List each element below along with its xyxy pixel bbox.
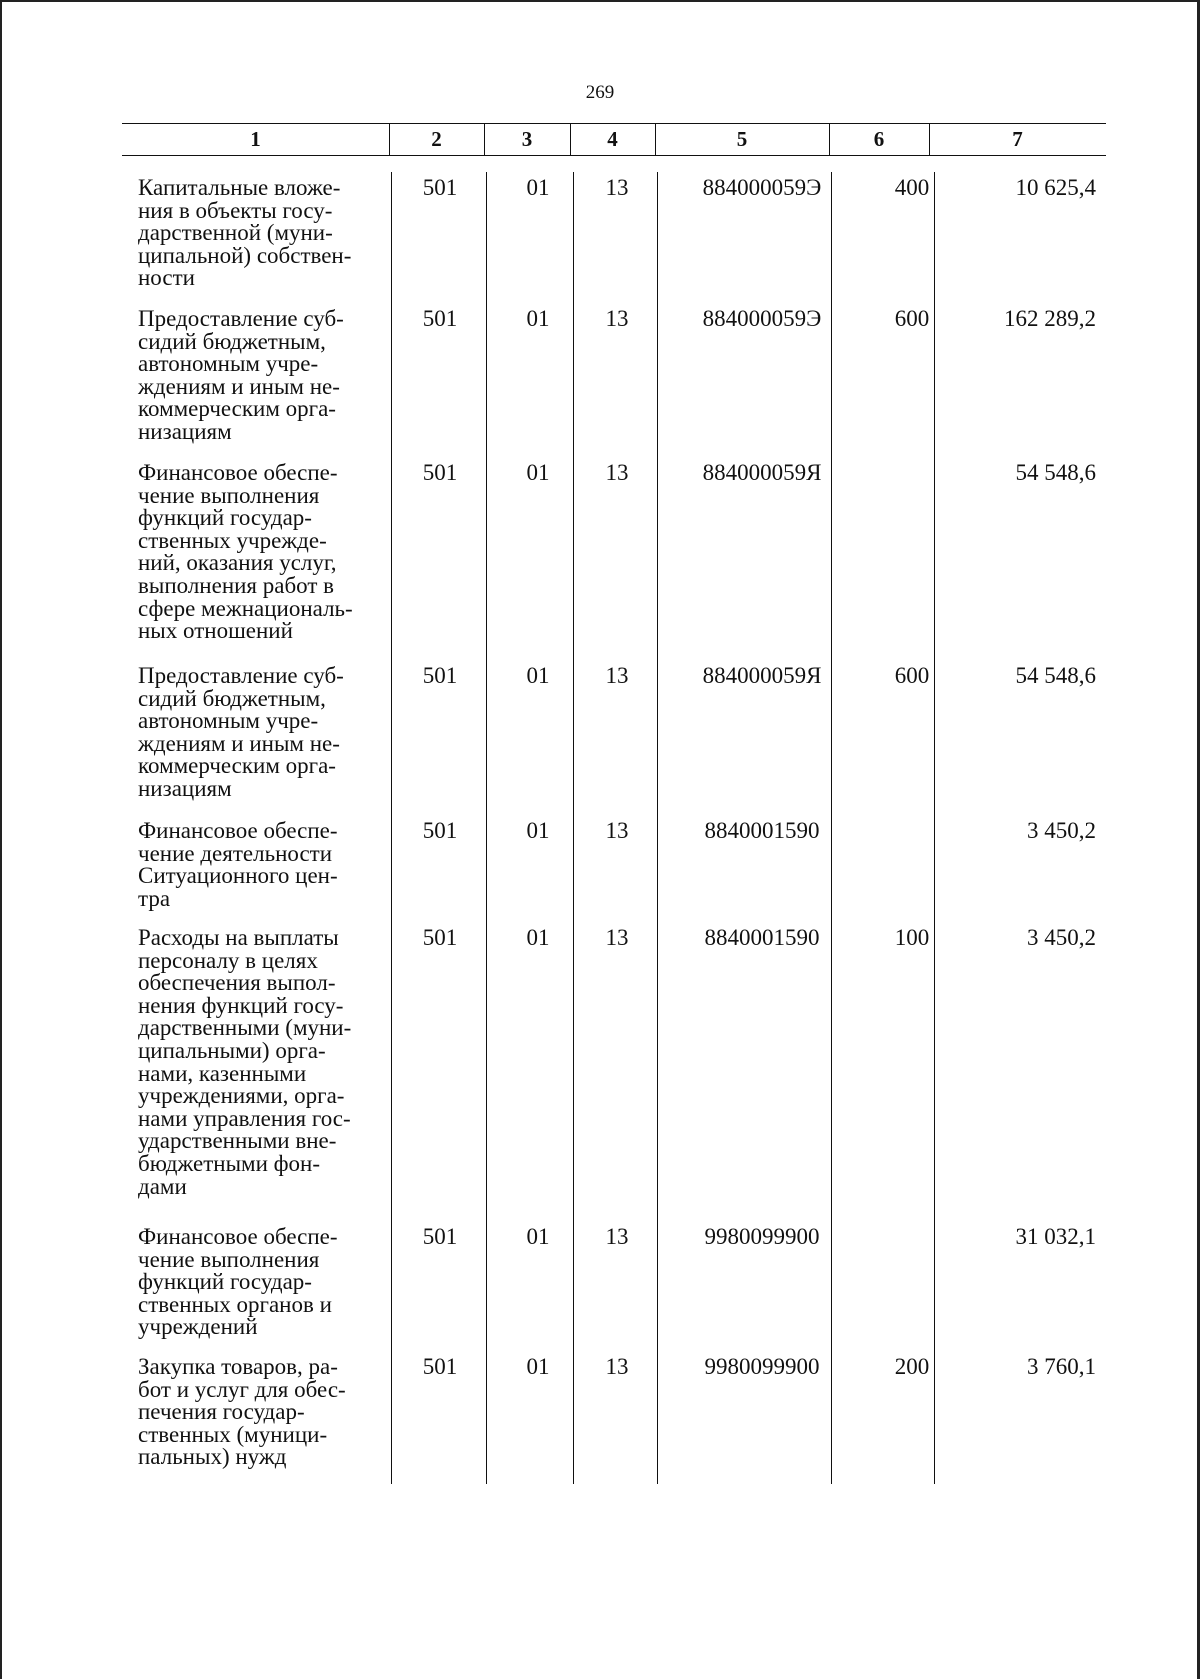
- cell-col2: 501: [422, 663, 458, 688]
- cell-col4: 13: [605, 306, 629, 331]
- cell-col4: 13: [605, 663, 629, 688]
- cell-col3: 01: [526, 663, 550, 688]
- cell-col7: 162 289,2: [1004, 306, 1096, 331]
- cell-col5: 8840001590: [704, 925, 820, 950]
- row-description: Предоставление суб- сидий бюджетным, автономным учре- ждениям и иным не- коммерческим орга- низациям: [138, 306, 344, 444]
- cell-col7: 3 450,2: [1027, 925, 1096, 950]
- cell-col3: 01: [526, 925, 550, 950]
- cell-col3: 01: [526, 306, 550, 331]
- cell-col6: 400: [894, 175, 930, 200]
- cell-col4: 13: [605, 460, 629, 485]
- cell-col4: 13: [605, 1354, 629, 1379]
- column-header-5: 5: [736, 127, 748, 151]
- cell-col4: 13: [605, 175, 629, 200]
- cell-col6: 200: [894, 1354, 930, 1379]
- column-header-3: 3: [521, 127, 533, 151]
- cell-col6: 100: [894, 925, 930, 950]
- row-description: Закупка товаров, ра- бот и услуг для обес- печения государ- ственных (муници- пальных) нужд: [138, 1354, 346, 1470]
- cell-col3: 01: [526, 818, 550, 843]
- row-description: Расходы на выплаты персоналу в целях обеспечения выпол- нения функций госу- дарственными (муни- ципальными) орга- нами, казенными учреждениями, орга- нами управления гос- ударственными вне- бюджетными фон- дами: [138, 925, 352, 1199]
- cell-col7: 54 548,6: [1015, 460, 1096, 485]
- cell-col3: 01: [526, 1354, 550, 1379]
- cell-col5: 884000059Я: [702, 460, 822, 485]
- cell-col2: 501: [422, 1354, 458, 1379]
- cell-col4: 13: [605, 925, 629, 950]
- cell-col5: 884000059Э: [702, 175, 822, 200]
- column-header-6: 6: [873, 127, 885, 151]
- cell-col7: 3 760,1: [1027, 1354, 1096, 1379]
- row-description: Финансовое обеспе- чение выполнения функций государ- ственных учрежде- ний, оказания услуг, выполнения работ в сфере межнациональ- ных отношений: [138, 460, 353, 644]
- cell-col7: 3 450,2: [1027, 818, 1096, 843]
- row-description: Капитальные вложе- ния в объекты госу- дарственной (муни- ципальной) собствен- ности: [138, 175, 352, 291]
- cell-col5: 9980099900: [704, 1224, 820, 1249]
- column-separator: [934, 172, 935, 1484]
- column-header-2: 2: [431, 127, 442, 151]
- row-description: Финансовое обеспе- чение выполнения функций государ- ственных органов и учреждений: [138, 1224, 338, 1340]
- page-number: 269: [585, 82, 615, 103]
- cell-col2: 501: [422, 818, 458, 843]
- cell-col7: 10 625,4: [1015, 175, 1096, 200]
- cell-col3: 01: [526, 1224, 550, 1249]
- column-separator: [657, 172, 658, 1484]
- row-description: Предоставление суб- сидий бюджетным, автономным учре- ждениям и иным не- коммерческим орга- низациям: [138, 663, 344, 801]
- column-header-4: 4: [607, 127, 618, 151]
- cell-col6: 600: [894, 663, 930, 688]
- cell-col7: 31 032,1: [1015, 1224, 1096, 1249]
- cell-col3: 01: [526, 460, 550, 485]
- column-header-7: 7: [1012, 127, 1023, 151]
- cell-col5: 8840001590: [704, 818, 820, 843]
- cell-col2: 501: [422, 460, 458, 485]
- cell-col2: 501: [422, 1224, 458, 1249]
- cell-col5: 884000059Э: [702, 306, 822, 331]
- column-header-1: 1: [250, 127, 261, 151]
- cell-col5: 9980099900: [704, 1354, 820, 1379]
- cell-col4: 13: [605, 1224, 629, 1249]
- header-bottom-rule: [122, 155, 1106, 156]
- cell-col5: 884000059Я: [702, 663, 822, 688]
- cell-col2: 501: [422, 175, 458, 200]
- cell-col4: 13: [605, 818, 629, 843]
- cell-col2: 501: [422, 925, 458, 950]
- cell-col3: 01: [526, 175, 550, 200]
- cell-col2: 501: [422, 306, 458, 331]
- row-description: Финансовое обеспе- чение деятельности Ситуационного цен- тра: [138, 818, 338, 911]
- scan-border-top: [0, 0, 1200, 2]
- cell-col6: 600: [894, 306, 930, 331]
- cell-col7: 54 548,6: [1015, 663, 1096, 688]
- scan-border-left: [0, 0, 2, 1679]
